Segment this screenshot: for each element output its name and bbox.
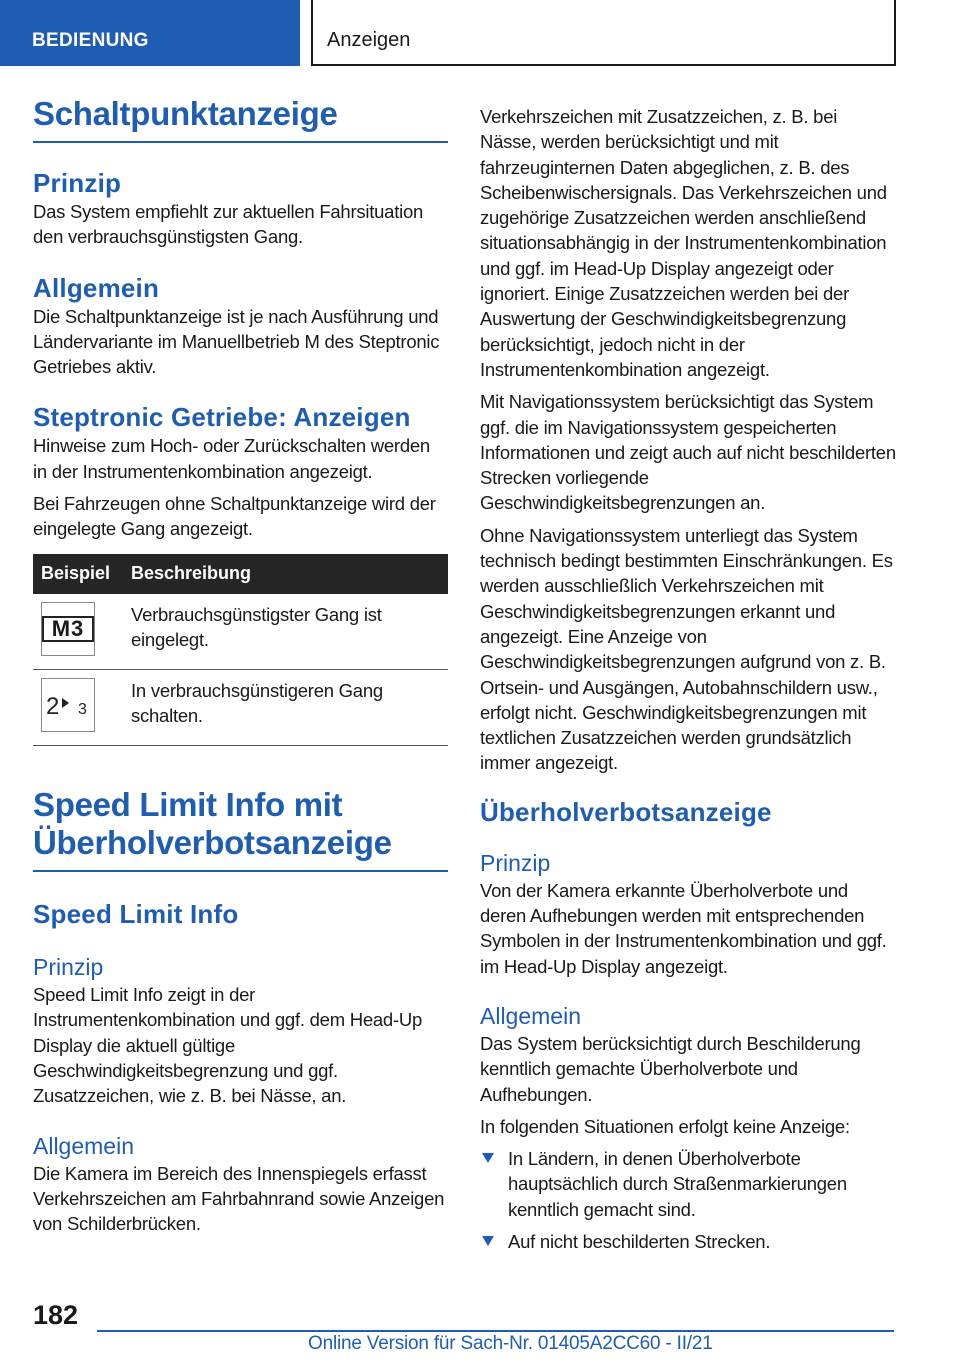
table-header-row [33, 554, 448, 594]
header-section-label: BEDIENUNG [32, 30, 149, 51]
svg-text:2: 2 [46, 693, 60, 721]
heading-speed-limit-info: Speed Limit Info [33, 899, 239, 930]
heading-prinzip: Prinzip [33, 168, 122, 198]
table-cell-desc: In verbrauchsgünstigeren Gang schalten. [123, 670, 448, 746]
heading-sli-prinzip: Prinzip [33, 954, 104, 981]
text-steptronic-2: Bei Fahrzeugen ohne Schaltpunktanzeige wird der eingelegte Gang angezeigt. [33, 493, 436, 540]
section-title-schaltpunktanzeige: Schaltpunktanzeige [33, 95, 448, 143]
table-row [33, 670, 448, 746]
table-header-beispiel: Beispiel [33, 554, 123, 594]
text-prinzip: Das System empfiehlt zur aktuellen Fahrsituation den verbrauchsgünstigsten Gang. [33, 201, 424, 248]
section-title-speed-limit: Speed Limit Info mit Überholverbotsanzeige [33, 786, 448, 872]
table-cell-desc: Verbrauchsgünstigster Gang ist eingelegt. [123, 594, 448, 670]
text-zusatzzeichen: Verkehrszeichen mit Zusatzzeichen, z. B. bei Nässe, werden berücksichtigt und mit fahrzeuginternen Daten abgeglichen, z. B. des Scheibenwischersignals. Das Verkehrszeichen und zugehörige Zusatzzeichen werden anschließend situationsabhängig in der Instrumentenkombination und ggf. im Head-Up Display angezeigt oder ignoriert. Einige Zusatzzeichen werden bei der Auswertung der Geschwindigkeitsbegrenzung berücksichtigt, jedoch nicht in der Instrumentenkombination angezeigt. [480, 106, 887, 380]
text-mit-navigation: Mit Navigationssystem berücksichtigt das System ggf. die im Navigationssystem gespeicherten Informationen und zeigt auch auf nicht beschilderten Strecken vorliegende Geschwindigkeitsbegrenzungen an. [480, 391, 896, 514]
heading-sli-allgemein: Allgemein [33, 1132, 134, 1159]
no-display-list [480, 1146, 898, 1254]
gear-indicator-table [33, 554, 448, 747]
heading-allgemein: Allgemein [33, 272, 160, 303]
heading-steptronic: Steptronic Getriebe: Anzeigen [33, 402, 411, 433]
footer-divider [97, 1330, 894, 1332]
header-section-tab [0, 0, 300, 66]
triangle-bullet-icon [482, 1153, 494, 1163]
heading-ueb-prinzip: Prinzip [480, 849, 551, 876]
header-topic-label: Anzeigen [327, 29, 411, 51]
text-allgemein: Die Schaltpunktanzeige ist je nach Ausführung und Ländervariante im Manuellbetrieb M des Steptronic Getriebes aktiv. [33, 305, 440, 378]
text-situations-intro: In folgenden Situationen erfolgt keine Anzeige: [480, 1115, 850, 1137]
text-ueb-prinzip: Von der Kamera erkannte Überholverbote und deren Aufhebungen werden mit entsprechenden Symbolen in der Instrumentenkombination und ggf. im Head-Up Display angezeigt. [480, 879, 887, 977]
table-row [33, 594, 448, 670]
text-ohne-navigation: Ohne Navigationssystem unterliegt das System technisch bedingt bestimmten Einschränkungen. Es werden ausschließlich Verkehrszeichen mit Geschwindigkeitsbegrenzungen erkannt und angezeigt. Eine Anzeige von Geschwindigkeitsbegrenzungen aufgrund von z. B. Ortsein- und Ausgängen, Autobahnschildern usw., erfolgt nicht. Geschwindigkeitsbegrenzungen mit textlichen Zusatzzeichen werden grundsätzlich immer angezeigt. [480, 524, 893, 774]
svg-text:3: 3 [78, 701, 87, 719]
header-topic-box [311, 0, 896, 66]
table-header-beschreibung: Beschreibung [123, 554, 448, 594]
list-item: In Ländern, in denen Überholverbote hauptsächlich durch Straßenmarkierungen kenntlich gemacht sind. [480, 1146, 898, 1222]
text-steptronic-1: Hinweise zum Hoch- oder Zurückschalten werden in der Instrumentenkombination angezeigt. [33, 435, 430, 482]
right-column [480, 104, 898, 1254]
gear-m3-icon: M3 [41, 602, 95, 656]
text-sli-prinzip: Speed Limit Info zeigt in der Instrumentenkombination und ggf. dem Head-Up Display die aktuell gültige Geschwindigkeitsbegrenzung und ggf. Zusatzzeichen, wie z. B. bei Nässe, an. [33, 984, 423, 1107]
triangle-bullet-icon [482, 1236, 494, 1246]
footer-online-version: Online Version für Sach-Nr. 01405A2CC60 - II/21 [308, 1333, 713, 1354]
text-sli-allgemein: Die Kamera im Bereich des Innenspiegels erfasst Verkehrszeichen am Fahrbahnrand sowie Anzeigen von Schilderbrücken. [33, 1162, 445, 1235]
text-ueb-allgemein: Das System berücksichtigt durch Beschilderung kenntlich gemachte Überholverbote und Aufhebungen. [480, 1032, 861, 1105]
left-column [33, 95, 448, 1237]
heading-ueb-allgemein: Allgemein [480, 1002, 581, 1029]
page-number: 182 [33, 1300, 79, 1330]
list-item: Auf nicht beschilderten Strecken. [480, 1229, 898, 1254]
heading-ueberholverbotsanzeige: Überholverbotsanzeige [480, 796, 772, 827]
shift-up-icon [41, 678, 95, 732]
